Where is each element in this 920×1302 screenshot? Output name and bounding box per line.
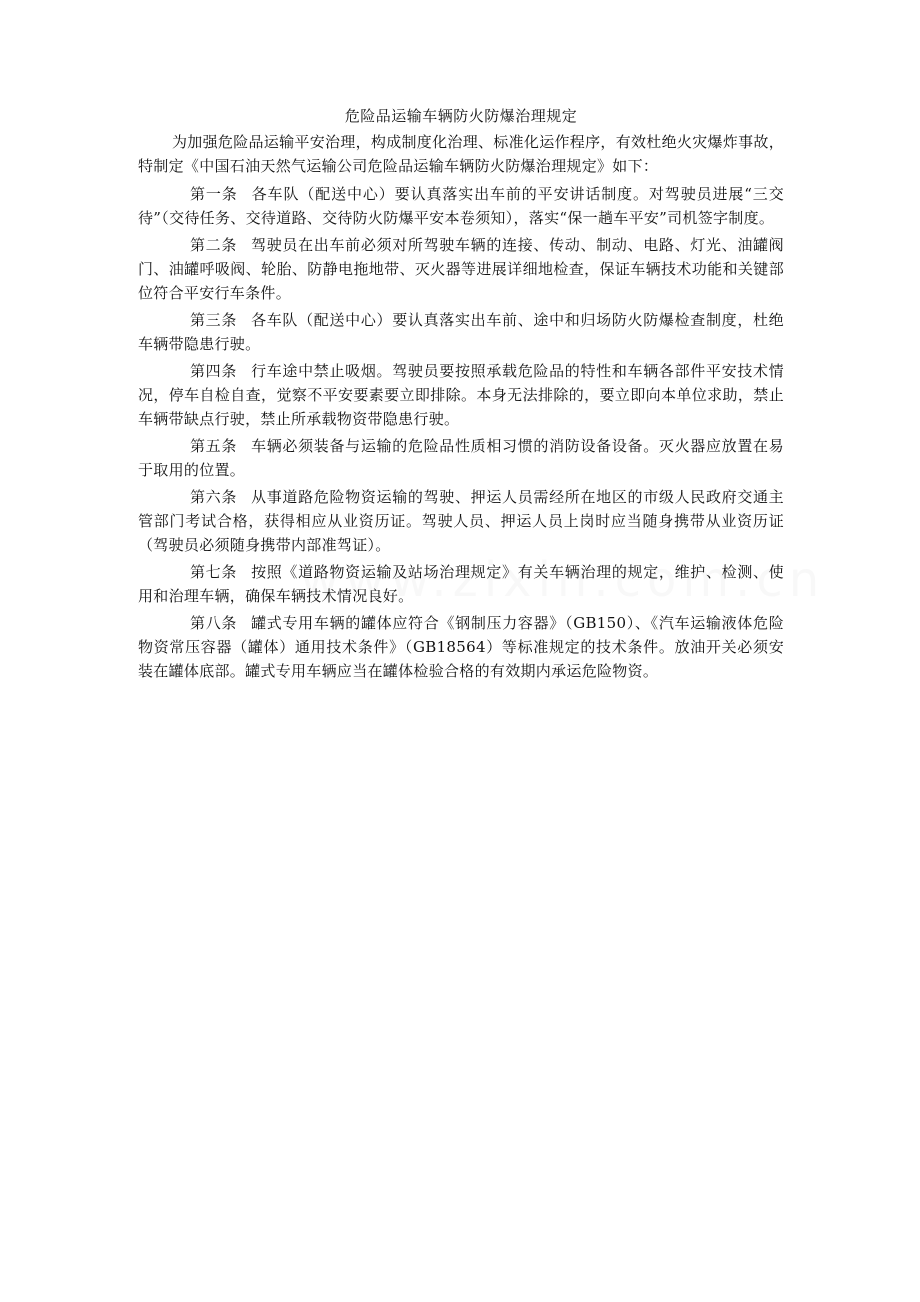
article-number: 第八条 [190, 614, 238, 632]
article-text: 车辆必须装备与运输的危险品性质相习惯的消防设备设备。灭火器应放置在易于取用的位置。 [138, 437, 784, 479]
article-number: 第一条 [190, 185, 238, 203]
article-text: 按照《道路物资运输及站场治理规定》有关车辆治理的规定，维护、检测、使用和治理车辆，确保车辆技术情况良好。 [138, 563, 784, 605]
document-body [138, 104, 784, 686]
article-number: 第七条 [190, 563, 238, 581]
article-8 [138, 611, 784, 683]
article-5 [138, 434, 784, 482]
article-4 [138, 359, 784, 431]
article-text: 各车队（配送中心）要认真落实出车前的平安讲话制度。对驾驶员进展“三交待”（交待任务、交待道路、交待防火防爆平安本卷须知），落实“保一趟车平安”司机签字制度。 [138, 185, 784, 227]
article-text: 罐式专用车辆的罐体应符合《钢制压力容器》（GB150）、《汽车运输液体危险物资常压容器（罐体）通用技术条件》（GB18564）等标准规定的技术条件。放油开关必须安装在罐体底部。罐式专用车辆应当在罐体检验合格的有效期内承运危险物资。 [138, 614, 784, 680]
article-text: 驾驶员在出车前必须对所驾驶车辆的连接、传动、制动、电路、灯光、油罐阀门、油罐呼吸阀、轮胎、防静电拖地带、灭火器等进展详细地检查，保证车辆技术功能和关键部位符合平安行车条件。 [138, 236, 784, 302]
article-2 [138, 233, 784, 305]
article-text: 从事道路危险物资运输的驾驶、押运人员需经所在地区的市级人民政府交通主管部门考试合格，获得相应从业资历证。驾驶人员、押运人员上岗时应当随身携带从业资历证（驾驶员必须随身携带内部准驾证）。 [138, 488, 784, 554]
article-1 [138, 182, 784, 230]
article-number: 第五条 [190, 437, 238, 455]
article-7 [138, 560, 784, 608]
document-intro: 为加强危险品运输平安治理，构成制度化治理、标准化运作程序，有效杜绝火灾爆炸事故，特制定《中国石油天然气运输公司危险品运输车辆防火防爆治理规定》如下： [138, 133, 785, 175]
article-number: 第四条 [190, 362, 238, 380]
article-3 [138, 308, 784, 356]
article-text: 各车队（配送中心）要认真落实出车前、途中和归场防火防爆检查制度，杜绝车辆带隐患行驶。 [138, 311, 784, 353]
article-text: 行车途中禁止吸烟。驾驶员要按照承载危险品的特性和车辆各部件平安技术情况，停车自检自查，觉察不平安要素要立即排除。本身无法排除的，要立即向本单位求助，禁止车辆带缺点行驶，禁止所承载物资带隐患行驶。 [138, 362, 784, 428]
article-6 [138, 485, 784, 557]
document-title: 危险品运输车辆防火防爆治理规定 [344, 107, 578, 125]
article-number: 第三条 [190, 311, 238, 329]
article-number: 第六条 [190, 488, 238, 506]
article-number: 第二条 [190, 236, 238, 254]
